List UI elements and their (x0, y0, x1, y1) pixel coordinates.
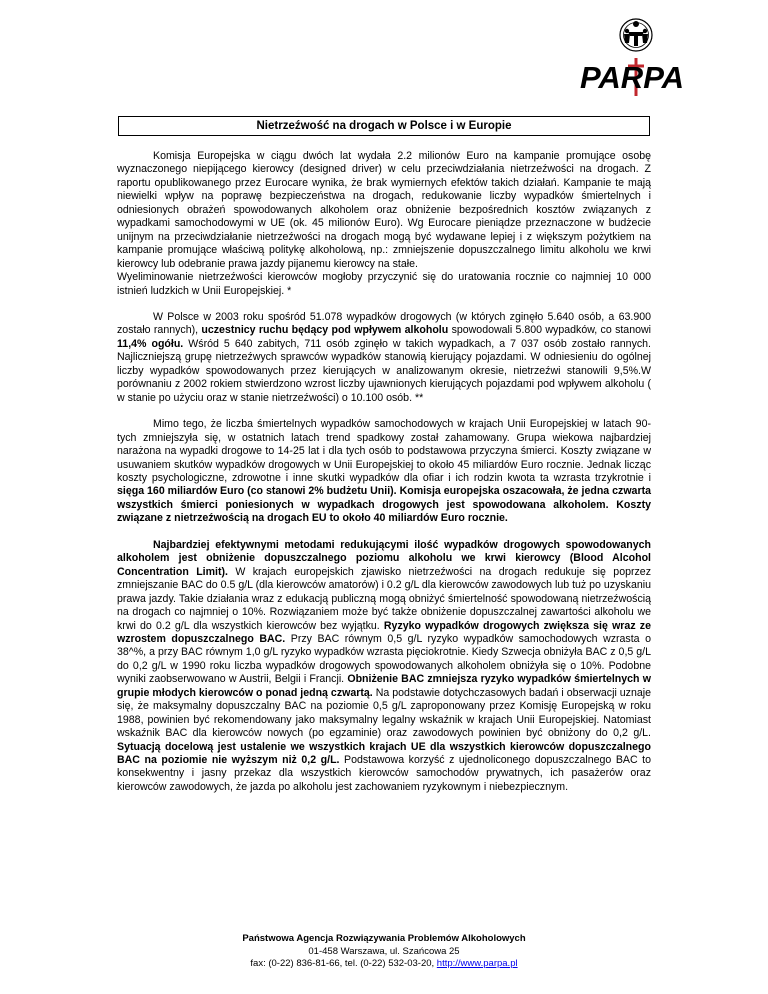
footer-contact (0, 958, 768, 971)
figures-emblem (620, 19, 652, 51)
text-run-bold: Najbardziej efektywnymi metodami redukującymi ilość wypadków drogowych spowodowanych alkoholem jest obniżenie dopuszczalnego poziomu alkoholu we krwi kierowcy (Blood Alcohol Concentration Limit). (117, 538, 651, 578)
paragraph-2 (117, 271, 651, 298)
text-run: Na podstawie dotychczasowych badań i obserwacji uznaje się, że maksymalny dopuszczalny BAC na poziomie 0,5 g/L zaproponowany przez Komisję Europejską w roku 1988, powinien być rekomendowany jako maksymalny legalny wskaźnik w krajach Unii Europejskiej. Natomiast wskaźnik BAC dla kierowców nowych (po egzaminie) oraz zawodowych powinien być obniżony do 0,2 g/L. (117, 686, 651, 740)
paragraph-4 (117, 418, 651, 526)
footer-phone-fax: fax: (0-22) 836-81-66, tel. (0-22) 532-03-20, (250, 958, 437, 969)
text-run: Mimo tego, że liczba śmiertelnych wypadków samochodowych w krajach Unii Europejskiej w latach 90-tych zmniejszyła się, w ostatnich latach trend spadkowy został zahamowany. Grupa wiekowa najbardziej narażona na wypadki drogowe to 14-25 lat i dla tych osób to podstawowa przyczyna śmierci. Koszty związane w usuwaniem skutków wypadków drogowych w Unii Europejskiej to około 45 miliardów Euro rocznie. Jednak licząc koszty psychologiczne, zdrowotne i inne skutki wypadków dla ofiar i ich rodzin kwota ta wzrasta trzykrotnie i (117, 418, 651, 484)
text-run: Komisja Europejska w ciągu dwóch lat wydała 2.2 milionów Euro na kampanie promujące osobę wyznaczonego niepijącego kierowcy (designed driver) w celu przeciwdziałania nietrzeźwości na drogach. Z raportu opublikowanego przez Eurocare wynika, że brak wymiernych efektów takich działań. Kampanie te mają niewielki wpływ na poprawę bezpieczeństwa na drogach, redukowanie liczby wypadków śmiertelnych i odniesionych obrażeń spowodowanych alkoholem oraz obniżenie bezpośrednich kosztów związanych z wypadkami samochodowymi w UE (ok. 45 milionów Euro). Wg Eurocare pieniądze przeznaczone w budżecie unijnym na przeciwdziałanie nietrzeźwości na drogach mogą być wydawane lepiej i z większym pożytkiem na kampanie promujące właściwą politykę alkoholową, np.: zmniejszenie dopuszczalnego limitu alkoholu we krwi kierowcy lub odebranie prawa jazdy pijanemu kierowcy na stałe. (117, 150, 651, 270)
text-run: W Polsce w 2003 roku spośród 51.078 wypadków drogowych (w których zginęło 5.640 osób, a 63.900 zostało rannych), (117, 310, 651, 337)
footer-address: 01-458 Warszawa, ul. Szańcowa 25 (308, 945, 460, 957)
parpa-emblem-icon (576, 12, 688, 100)
page-title: Nietrzeźwość na drogach w Polsce i w Europie (118, 116, 650, 136)
text-run-bold: Ryzyko wypadków drogowych zwiększa się wraz ze wzrostem dopuszczalnego BAC. (117, 619, 651, 645)
text-run-bold: Sytuacją docelową jest ustalenie we wszystkich krajach UE dla wszystkich kierowców dopuszczalnego BAC na poziomie nie wyższym niż 0,2 g/L. (117, 740, 651, 767)
paragraph-5 (117, 539, 651, 795)
text-run-bold: Obniżenie BAC zmniejsza ryzyko wypadków śmiertelnych w grupie młodych kierowców o ponad jedną czwartą. (117, 673, 651, 699)
website-link[interactable]: http://www.parpa.pl (436, 958, 518, 969)
footer-organization: Państwowa Agencja Rozwiązywania Problemów Alkoholowych (242, 933, 526, 944)
text-run-bold: sięga 160 miliardów Euro (co stanowi 2% budżetu Unii). Komisja europejska oszacowała, że jedna czwarta wszystkich śmierci poniesionych w wypadkach drogowych jest spowodowana alkoholem. Koszty związane z nietrzeźwością na drogach EU to około 40 miliardów Euro rocznie. (117, 485, 651, 525)
page-footer (0, 933, 768, 971)
logo-text: PARPA (580, 60, 684, 95)
text-run-bold: 11,4% ogółu. (117, 337, 184, 350)
paragraph-1 (117, 150, 651, 271)
text-run: Wśród 5 640 zabitych, 711 osób zginęło w takich wypadkach, a 7 037 osób zostało rannych. Najliczniejszą grupę nietrzeźwych sprawców wypadków stanowią kierujący pojazdami. W odniesieniu do ogólnej liczby wypadków spowodowanych przez kierujących w analizowanym okresie, nietrzeźwi stanowili 9,5%.W porównaniu z 2002 rokiem stwierdzono wzrost liczby ujawnionych kierujących pojazdami pod wpływem alkoholu ( w stanie po użyciu oraz w stanie nietrzeźwości) o 10.100 osób. ** (117, 337, 652, 404)
parpa-logo (576, 12, 688, 100)
text-run-bold: uczestnicy ruchu będący pod wpływem alkoholu (201, 324, 449, 337)
text-run: Przy BAC równym 0,5 g/L ryzyko wypadków samochodowych wzrasta o 38^%, a przy BAC równym 1,0 g/L ryzyko wypadków wzrasta pięciokrotnie. Kiedy Szwecja obniżyła BAC z 0,5 g/L do 0,2 g/L w 1990 roku liczba wypadków drogowych spowodowanych alkoholem obniżyła się o 10%. Podobne wyniki zaobserwowano w Austrii, Belgii i Francji. (117, 632, 651, 686)
text-run: Wyeliminowanie nietrzeźwości kierowców mogłoby przyczynić się do uratowania rocznie co najmniej 10 000 istnień ludzkich w Unii Europejskiej. * (117, 271, 651, 297)
article-body (117, 150, 651, 794)
paragraph-3 (117, 311, 651, 405)
text-run: spowodowali 5.800 wypadków, co stanowi (448, 324, 651, 337)
text-run: Podstawowa korzyść z ujednoliconego dopuszczalnego BAC to konsekwentny i jasny przekaz dla wszystkich kierowców samochodów prywatnych, ich pasażerów oraz kierowców zawodowych, że jazda po alkoholu jest zachowaniem ryzykownym i niebezpiecznym. (117, 754, 651, 793)
text-run: W krajach europejskich zjawisko nietrzeźwości na drogach redukuje się poprzez zmniejszanie BAC do 0.5 g/L (dla kierowców amatorów) i 0.2 g/L dla kierowców zawodowych lub tuż po uzyskaniu prawa jazdy. Takie działania wraz z edukacją publiczną mogą obniżyć śmiertelność spowodowaną nietrzeźwością na drogach co najmniej o 10%. Rozwiązaniem może być także obniżenie dopuszczalnej zawartości alkoholu we krwi do 0.2 g/L dla wszystkich kierowców bez wyjątku. (117, 565, 651, 632)
